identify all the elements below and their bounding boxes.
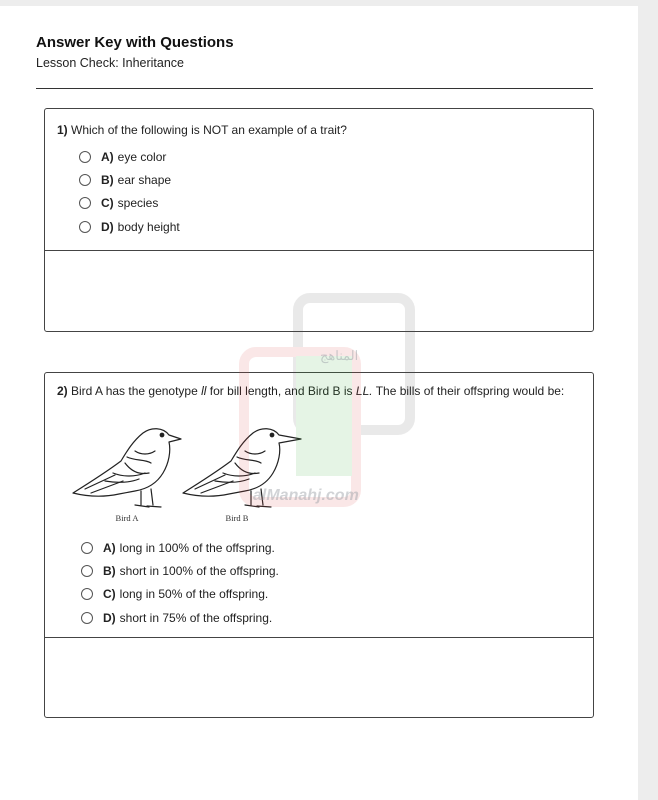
question-2-answer-area	[45, 638, 593, 717]
question-1-number: 1)	[57, 123, 68, 137]
option-text: long in 50% of the offspring.	[119, 587, 269, 602]
radio-button-icon[interactable]	[79, 221, 91, 233]
question-2-prompt-middle: for bill length, and Bird B is	[206, 384, 356, 398]
question-2-prompt-start: Bird A has the genotype	[71, 384, 202, 398]
watermark-arabic-text: المناهج	[320, 348, 359, 363]
option-text: ear shape	[117, 172, 172, 187]
bird-a-label: Bird A	[115, 513, 139, 521]
question-1-option-c[interactable]	[79, 192, 180, 215]
question-2-option-d[interactable]	[81, 606, 279, 629]
radio-button-icon[interactable]	[81, 612, 93, 624]
question-1-option-d[interactable]	[79, 215, 180, 238]
radio-button-icon[interactable]	[79, 174, 91, 186]
question-1-prompt: Which of the following is NOT an example of a trait?	[71, 123, 347, 137]
radio-button-icon[interactable]	[81, 542, 93, 554]
genotype-bird-b: LL.	[355, 384, 373, 398]
question-2-option-c[interactable]	[81, 583, 279, 606]
question-2-option-a[interactable]	[81, 536, 279, 559]
option-letter: C)	[101, 196, 114, 211]
question-1-answer-area	[45, 251, 593, 331]
bird-b-label: Bird B	[225, 513, 249, 521]
question-2-prompt-end: The bills of their offspring would be:	[372, 384, 565, 398]
option-letter: B)	[101, 172, 114, 187]
question-2-text	[57, 384, 579, 398]
option-text: long in 100% of the offspring.	[119, 540, 275, 555]
option-letter: D)	[101, 219, 114, 234]
radio-button-icon[interactable]	[81, 565, 93, 577]
page-subtitle: Lesson Check: Inheritance	[36, 56, 185, 70]
genotype-bird-a: ll	[201, 384, 207, 398]
option-text: short in 100% of the offspring.	[119, 563, 279, 578]
option-letter: A)	[101, 149, 114, 164]
question-1-option-b[interactable]	[79, 168, 180, 191]
option-letter: B)	[103, 563, 116, 578]
question-card-2	[44, 372, 594, 718]
option-text: eye color	[117, 149, 167, 164]
question-1-options	[79, 145, 180, 238]
question-2-option-b[interactable]	[81, 559, 279, 582]
radio-button-icon[interactable]	[79, 197, 91, 209]
question-2-number: 2)	[57, 384, 68, 398]
bird-a-illustration	[73, 429, 181, 507]
question-1-option-a[interactable]	[79, 145, 180, 168]
option-letter: C)	[103, 587, 116, 602]
page-title: Answer Key with Questions	[36, 34, 234, 51]
question-2-options	[81, 536, 279, 629]
radio-button-icon[interactable]	[79, 151, 91, 163]
birds-figure	[65, 411, 325, 521]
option-text: species	[117, 196, 159, 211]
option-text: body height	[117, 219, 180, 234]
option-letter: A)	[103, 540, 116, 555]
question-1-text	[57, 123, 579, 137]
document-page	[0, 6, 638, 800]
radio-button-icon[interactable]	[81, 588, 93, 600]
question-card-1	[44, 108, 594, 332]
watermark-text: alManahj.com	[253, 487, 359, 504]
header-divider	[36, 88, 593, 89]
bird-b-illustration	[183, 429, 301, 507]
option-letter: D)	[103, 610, 116, 625]
option-text: short in 75% of the offspring.	[119, 610, 273, 625]
